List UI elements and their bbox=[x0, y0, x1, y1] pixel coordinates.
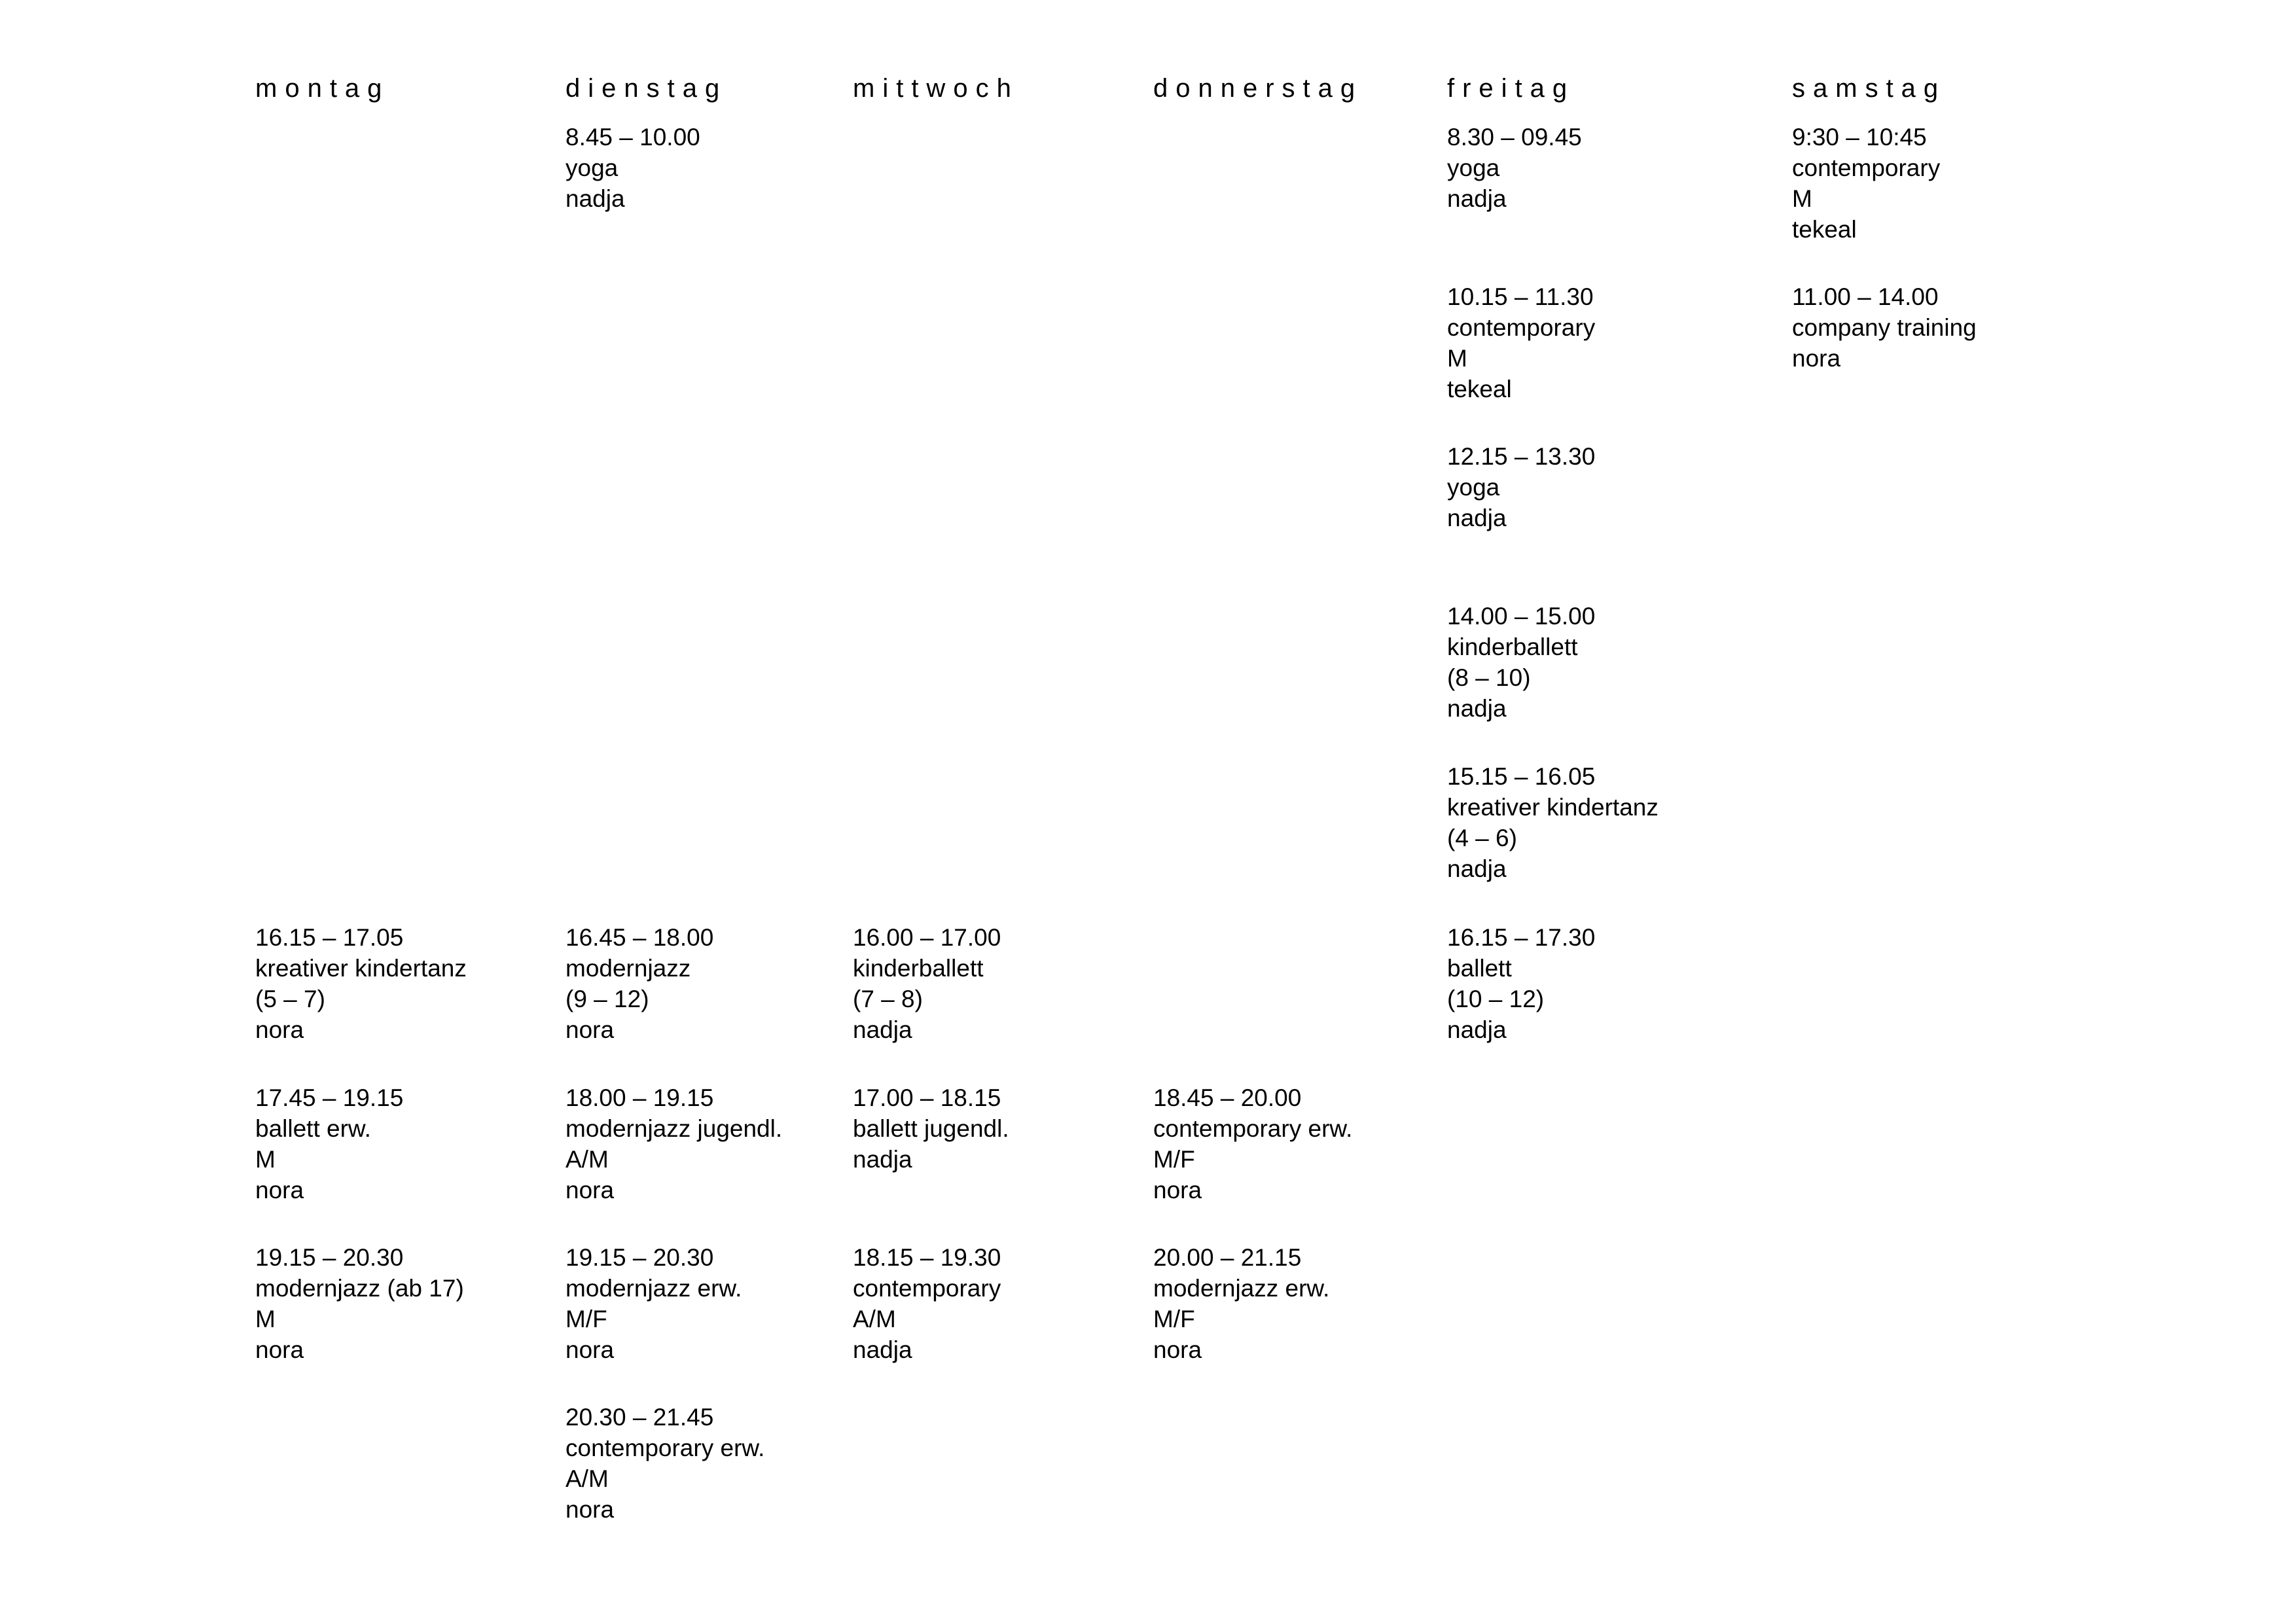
class-entry bbox=[255, 1242, 464, 1365]
class-detail: (7 – 8) bbox=[853, 986, 923, 1012]
day-header-samstag: samstag bbox=[1792, 74, 1946, 103]
class-time: 16.00 – 17.00 bbox=[853, 924, 1001, 951]
class-time: 9:30 – 10:45 bbox=[1792, 124, 1927, 151]
class-detail: M bbox=[255, 1146, 276, 1173]
class-detail: M bbox=[1447, 345, 1467, 372]
class-time: 15.15 – 16.05 bbox=[1447, 763, 1596, 790]
class-time: 8.45 – 10.00 bbox=[565, 124, 700, 151]
class-detail: ballett jugendl. bbox=[853, 1115, 1009, 1142]
class-detail: nora bbox=[565, 1016, 615, 1043]
class-detail: ballett erw. bbox=[255, 1115, 371, 1142]
class-time: 11.00 – 14.00 bbox=[1792, 283, 1939, 310]
class-time: 20.30 – 21.45 bbox=[565, 1404, 714, 1431]
class-detail: nadja bbox=[853, 1016, 912, 1043]
class-detail: nora bbox=[565, 1496, 615, 1523]
class-time: 18.15 – 19.30 bbox=[853, 1244, 1001, 1271]
class-entry bbox=[255, 1082, 403, 1205]
class-detail: A/M bbox=[853, 1306, 896, 1332]
class-entry bbox=[853, 1242, 1001, 1365]
class-detail: kinderballett bbox=[1447, 633, 1578, 660]
class-detail: nora bbox=[255, 1177, 304, 1204]
class-detail: nadja bbox=[565, 185, 625, 212]
class-time: 10.15 – 11.30 bbox=[1447, 283, 1594, 310]
class-entry bbox=[1792, 122, 1940, 245]
class-time: 20.00 – 21.15 bbox=[1153, 1244, 1302, 1271]
class-detail: modernjazz erw. bbox=[565, 1275, 742, 1302]
class-entry bbox=[255, 922, 467, 1045]
class-detail: kreativer kindertanz bbox=[255, 955, 467, 982]
class-time: 16.15 – 17.05 bbox=[255, 924, 404, 951]
day-header-mittwoch: mittwoch bbox=[853, 74, 1019, 103]
class-detail: yoga bbox=[1447, 474, 1500, 501]
class-detail: (8 – 10) bbox=[1447, 664, 1531, 691]
class-entry bbox=[1792, 281, 1977, 374]
class-detail: nadja bbox=[853, 1146, 912, 1173]
class-detail: nora bbox=[565, 1336, 615, 1363]
day-header-freitag: freitag bbox=[1447, 74, 1575, 103]
class-detail: modernjazz (ab 17) bbox=[255, 1275, 464, 1302]
class-detail: yoga bbox=[1447, 154, 1500, 181]
class-detail: kinderballett bbox=[853, 955, 984, 982]
class-detail: nadja bbox=[1447, 695, 1507, 722]
day-header-donnerstag: donnerstag bbox=[1153, 74, 1363, 103]
class-detail: nora bbox=[565, 1177, 615, 1204]
class-detail: nadja bbox=[1447, 505, 1507, 531]
class-detail: ballett bbox=[1447, 955, 1512, 982]
class-detail: nadja bbox=[1447, 185, 1507, 212]
class-detail: M bbox=[255, 1306, 276, 1332]
class-detail: (9 – 12) bbox=[565, 986, 649, 1012]
class-entry bbox=[1447, 922, 1595, 1045]
class-time: 19.15 – 20.30 bbox=[255, 1244, 404, 1271]
class-time: 8.30 – 09.45 bbox=[1447, 124, 1582, 151]
class-entry bbox=[1447, 281, 1595, 404]
class-time: 19.15 – 20.30 bbox=[565, 1244, 714, 1271]
class-time: 18.00 – 19.15 bbox=[565, 1084, 714, 1111]
class-detail: nadja bbox=[1447, 855, 1507, 882]
class-detail: M/F bbox=[1153, 1306, 1195, 1332]
class-entry bbox=[1447, 601, 1595, 724]
class-detail: M/F bbox=[1153, 1146, 1195, 1173]
class-detail: kreativer kindertanz bbox=[1447, 794, 1659, 821]
class-detail: contemporary bbox=[853, 1275, 1001, 1302]
class-entry bbox=[1447, 441, 1595, 533]
class-detail: M/F bbox=[565, 1306, 607, 1332]
class-detail: (5 – 7) bbox=[255, 986, 325, 1012]
class-detail: modernjazz jugendl. bbox=[565, 1115, 783, 1142]
class-detail: contemporary erw. bbox=[565, 1435, 765, 1461]
class-time: 17.45 – 19.15 bbox=[255, 1084, 404, 1111]
class-entry bbox=[565, 922, 713, 1045]
class-detail: modernjazz bbox=[565, 955, 691, 982]
class-time: 16.45 – 18.00 bbox=[565, 924, 714, 951]
class-time: 18.45 – 20.00 bbox=[1153, 1084, 1302, 1111]
class-time: 12.15 – 13.30 bbox=[1447, 443, 1596, 470]
class-time: 14.00 – 15.00 bbox=[1447, 603, 1596, 630]
class-entry bbox=[565, 1242, 742, 1365]
class-detail: (10 – 12) bbox=[1447, 986, 1545, 1012]
class-entry bbox=[1447, 761, 1659, 884]
day-header-dienstag: dienstag bbox=[565, 74, 728, 103]
class-detail: A/M bbox=[565, 1146, 609, 1173]
class-time: 17.00 – 18.15 bbox=[853, 1084, 1001, 1111]
class-detail: nadja bbox=[853, 1336, 912, 1363]
class-detail: company training bbox=[1792, 314, 1977, 341]
class-time: 16.15 – 17.30 bbox=[1447, 924, 1596, 951]
class-detail: tekeal bbox=[1792, 216, 1857, 243]
class-detail: nora bbox=[1792, 345, 1841, 372]
class-entry bbox=[565, 1402, 764, 1525]
class-detail: contemporary bbox=[1792, 154, 1941, 181]
class-detail: nora bbox=[255, 1016, 304, 1043]
class-detail: yoga bbox=[565, 154, 619, 181]
class-detail: nora bbox=[255, 1336, 304, 1363]
class-detail: contemporary bbox=[1447, 314, 1596, 341]
class-entry bbox=[1447, 122, 1582, 214]
day-header-montag: montag bbox=[255, 74, 390, 103]
class-entry bbox=[853, 1082, 1009, 1175]
class-detail: contemporary erw. bbox=[1153, 1115, 1353, 1142]
class-entry bbox=[1153, 1242, 1329, 1365]
class-detail: A/M bbox=[565, 1465, 609, 1492]
class-detail: nadja bbox=[1447, 1016, 1507, 1043]
class-detail: tekeal bbox=[1447, 376, 1512, 402]
class-detail: nora bbox=[1153, 1336, 1202, 1363]
class-detail: nora bbox=[1153, 1177, 1202, 1204]
class-detail: M bbox=[1792, 185, 1812, 212]
class-entry bbox=[565, 1082, 782, 1205]
class-detail: modernjazz erw. bbox=[1153, 1275, 1330, 1302]
class-detail: (4 – 6) bbox=[1447, 825, 1517, 851]
class-entry bbox=[853, 922, 1001, 1045]
class-entry bbox=[565, 122, 700, 214]
class-entry bbox=[1153, 1082, 1352, 1205]
